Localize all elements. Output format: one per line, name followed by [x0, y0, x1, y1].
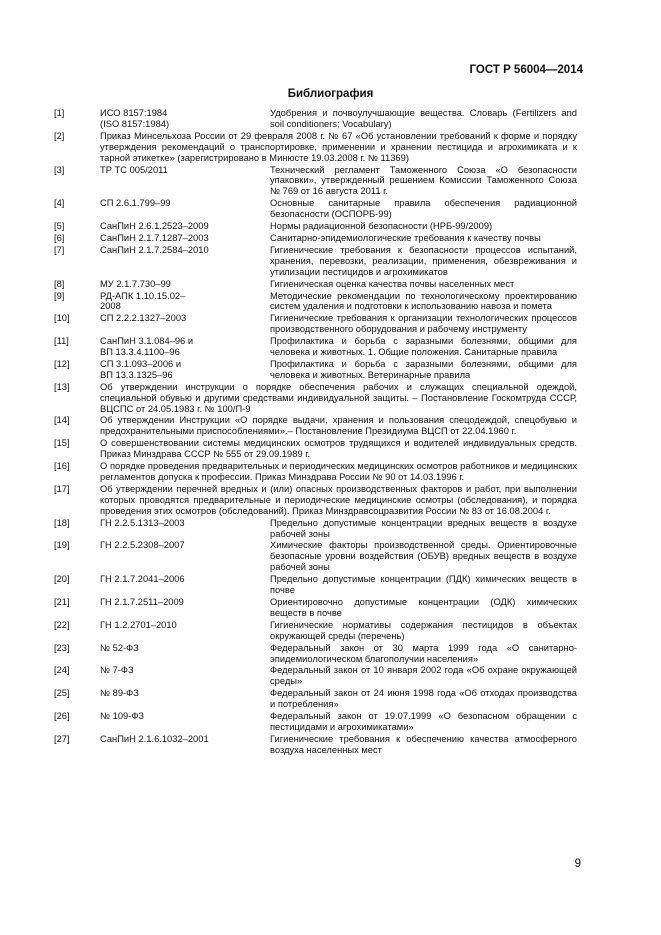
bibliography-title: Библиография — [287, 88, 374, 100]
entry-code-line: СанПиН 2.6.1.2523–2009 — [100, 221, 209, 232]
entry-number: [26] — [54, 711, 70, 722]
bibliography-entry — [54, 711, 577, 733]
entry-code — [100, 233, 270, 244]
entry-code — [100, 279, 270, 290]
bibliography-entry — [54, 518, 577, 540]
entry-code-line: СанПиН 2.1.7.2584–2010 — [100, 244, 209, 255]
entry-code-line: ГН 2.1.7.2511–2009 — [100, 596, 184, 607]
entry-text: Об утверждении инструкции о порядке обеспечения рабочих и служащих специальной одеждой, специальной обувью и другими средствами индивидуальной защиты. – Постановление Госкомтруда СССР, ВЦСПС от 24.05.1983 г. № 100/П-9 — [100, 381, 577, 414]
page-number: 9 — [574, 858, 581, 870]
entry-number: [3] — [54, 164, 65, 175]
bibliography-entry — [54, 688, 577, 710]
bibliography-entry — [54, 245, 577, 278]
entry-code — [100, 245, 270, 278]
entry-code — [100, 108, 270, 130]
entry-code-line: № 109-ФЗ — [100, 711, 145, 722]
entry-description: Основные санитарные правила обеспечения радиационной безопасности (ОСПОРБ-99) — [270, 198, 577, 220]
entry-number: [18] — [54, 517, 70, 528]
entry-number: [9] — [54, 290, 65, 301]
entry-code-line: СП 2.6.1.799–99 — [100, 198, 171, 209]
entry-code — [100, 734, 270, 756]
entry-code — [100, 221, 270, 232]
entry-code-line: № 7-ФЗ — [100, 665, 134, 676]
entry-description: Профилактика и борьба с заразными болезнями, общими для человека и животных. Ветеринарные правила — [270, 358, 577, 380]
entry-description: Федеральный закон от 19.07.1999 «О безопасном обращении с пестицидами и агрохимикатами» — [270, 711, 577, 732]
entry-code-line: ГН 1.2.2701–2010 — [100, 619, 177, 630]
entry-number: [10] — [54, 313, 70, 324]
entry-number: [17] — [54, 483, 70, 494]
entry-code — [100, 198, 270, 220]
entry-description: Федеральный закон от 10 января 2002 года «Об охране окружающей среды» — [270, 665, 577, 687]
entry-number: [21] — [54, 596, 70, 607]
entry-code-line: (ISO 8157:1984) — [100, 118, 170, 129]
entry-number: [11] — [54, 336, 69, 347]
entry-description: Предельно допустимые концентрации вредных веществ в воздухе рабочей зоны — [270, 517, 577, 539]
entry-description: Федеральный закон от 24 июня 1998 года «Об отходах производства и потребления» — [270, 688, 577, 710]
entry-description: Санитарно-эпидемиологические требования к качеству почвы — [270, 232, 541, 243]
entry-code — [100, 540, 270, 573]
entry-code — [100, 518, 270, 540]
entry-number: [22] — [54, 619, 70, 630]
entry-code — [100, 165, 270, 198]
bibliography-entry — [54, 131, 577, 164]
entry-code-line: ГН 2.1.7.2041–2006 — [100, 574, 185, 585]
entry-description: Химические факторы производственной среды. Ориентировочные безопасные уровни воздействия (ОБУВ) вредных веществ в воздухе рабочей зоны — [270, 540, 577, 573]
standard-designation: ГОСТ Р 56004—2014 — [469, 64, 583, 76]
entry-number: [23] — [54, 642, 70, 653]
bibliography-entry — [54, 665, 577, 687]
bibliography-entry — [54, 382, 577, 415]
entry-text: О порядке проведения предварительных и периодических медицинских осмотров работников и медицинских регламентов допуска к профессии. Приказ Минздрава России № 90 от 14.03.1996 г. — [100, 461, 577, 482]
bibliography-entry — [54, 643, 577, 665]
entry-number: [13] — [54, 381, 70, 392]
bibliography-entry — [54, 574, 577, 596]
entry-code — [100, 688, 270, 710]
bibliography-entry — [54, 359, 577, 381]
entry-code — [100, 711, 270, 733]
entry-code — [100, 313, 270, 335]
entry-number: [25] — [54, 688, 70, 699]
entry-text: О совершенствовании системы медицинских осмотров трудящихся и водителей индивидуальных средств. Приказ Минздрава СССР № 555 от 29.09.1989 г. — [100, 438, 577, 460]
bibliography-entry — [54, 291, 577, 313]
entry-description: Гигиенические требования к безопасности процессов испытаний, хранения, перевозки, реализации, применения, обезвреживания и утилизации пестицидов и агрохимикатов — [270, 244, 577, 277]
bibliography-entry — [54, 221, 577, 232]
entry-code-line: РД-АПК 1.10.15.02– — [100, 290, 186, 301]
bibliography-entry — [54, 484, 577, 517]
entry-number: [14] — [54, 415, 70, 426]
bibliography-list — [54, 108, 577, 757]
entry-description: Нормы радиационной безопасности (НРБ-99/2009) — [270, 221, 493, 232]
entry-number: [8] — [54, 278, 65, 289]
entry-number: [1] — [54, 108, 65, 118]
entry-code-line: № 52-ФЗ — [100, 642, 139, 653]
entry-number: [19] — [54, 540, 70, 551]
entry-number: [27] — [54, 733, 70, 744]
entry-number: [24] — [54, 665, 70, 676]
entry-code-line: ТР ТС 005/2011 — [100, 164, 168, 175]
entry-code-line: ВП 13.3.1325–96 — [100, 369, 173, 380]
entry-code-line: СанПиН 3.1.084–96 и — [100, 336, 194, 347]
entry-number: [5] — [54, 221, 65, 232]
bibliography-entry — [54, 233, 577, 244]
bibliography-entry — [54, 313, 577, 335]
entry-description: Ориентировочно допустимые концентрации (ОДК) химических веществ в почве — [270, 596, 577, 618]
entry-code-line: СП 3.1.093–2006 и — [100, 358, 182, 369]
entry-text: Об утверждении Инструкции «О порядке выдачи, хранения и пользования спецодеждой, спецобувью и предохранительными приспособлениями».– Постановление Президиума ВЦСП от 22.04.1960 г. — [100, 415, 577, 437]
entry-code-line: ГН 2.2.5.1313–2003 — [100, 517, 185, 528]
bibliography-entry — [54, 620, 577, 642]
bibliography-entry — [54, 438, 577, 460]
entry-code — [100, 620, 270, 642]
entry-code — [100, 291, 270, 313]
entry-code — [100, 643, 270, 665]
bibliography-entry — [54, 165, 577, 198]
entry-description: Предельно допустимые концентрации (ПДК) химических веществ в почве — [270, 574, 577, 596]
entry-code — [100, 336, 270, 358]
entry-description: Технический регламент Таможенного Союза «О безопасности упаковки», утвержденный решением Комиссии Таможенного Союза № 769 от 16 августа 2011 г. — [270, 164, 577, 197]
entry-description: Федеральный закон от 30 марта 1999 года «О санитарно-эпидемиологическом благополучии населения» — [270, 642, 577, 664]
entry-code-line: МУ 2.1.7.730–99 — [100, 278, 171, 289]
entry-number: [12] — [54, 358, 70, 369]
entry-code — [100, 574, 270, 596]
entry-code-line: 2008 — [100, 301, 121, 312]
bibliography-entry — [54, 415, 577, 437]
entry-description: Гигиенические требования к обеспечению качества атмосферного воздуха населенных мест — [270, 733, 577, 755]
entry-text: Об утверждении перечней вредных и (или) опасных производственных факторов и работ, при выполнении которых проводятся предварительные и периодические медицинские осмотры (обследования), и порядка проведения этих осмотров (обследований). Приказ Минздравсоцразвития России № 83 от 16.08.2004 г. — [100, 483, 577, 516]
entry-code — [100, 359, 270, 381]
bibliography-entry — [54, 540, 577, 573]
entry-description: Гигиенические требования к организации технологических процессов производственного оборудования и рабочему инструменту — [270, 313, 577, 335]
entry-number: [6] — [54, 232, 65, 243]
entry-code-line: ВП 13.3.4.1100–96 — [100, 347, 180, 358]
entry-number: [2] — [54, 130, 65, 141]
entry-code — [100, 597, 270, 619]
entry-description: Методические рекомендации по технологическому проектированию систем удаления и подготовки к использованию навоза и помета — [270, 290, 577, 312]
bibliography-entry — [54, 198, 577, 220]
entry-code-line: СанПиН 2.1.7.1287–2003 — [100, 232, 209, 243]
entry-description: Профилактика и борьба с заразными болезнями, общими для человека и животных. 1. Общие положения. Санитарные правила — [270, 336, 577, 358]
entry-code-line: ГН 2.2.5.2308–2007 — [100, 540, 185, 551]
entry-description: Гигиенические нормативы содержания пестицидов в объектах окружающей среды (перечень) — [270, 619, 577, 641]
entry-number: [4] — [54, 198, 65, 209]
entry-code-line: ИСО 8157:1984 — [100, 108, 168, 118]
entry-number: [7] — [54, 244, 65, 255]
entry-text: Приказ Минсельхоза России от 29 февраля 2008 г. № 67 «Об установлении требований к форме и порядку утверждения рекомендаций о транспортировке, применении и хранении пестицида и агрохимиката и к тарной этикетке» (зарегистрировано в Минюсте 19.03.2008 г. № 11369) — [100, 130, 577, 163]
bibliography-entry — [54, 597, 577, 619]
bibliography-entry — [54, 108, 577, 130]
entry-code-line: СП 2.2.2.1327–2003 — [100, 313, 187, 324]
entry-code — [100, 665, 270, 687]
entry-code-line: СанПиН 2.1.6.1032–2001 — [100, 733, 209, 744]
bibliography-entry — [54, 336, 577, 358]
entry-description: Удобрения и почвоулучшающие вещества. Словарь (Fertilizers and soil conditioners; Vocabulary) — [270, 108, 577, 129]
entry-number: [20] — [54, 574, 70, 585]
entry-code-line: № 89-ФЗ — [100, 688, 139, 699]
entry-number: [16] — [54, 461, 70, 472]
bibliography-entry — [54, 461, 577, 483]
entry-number: [15] — [54, 438, 70, 449]
bibliography-entry — [54, 279, 577, 290]
entry-description: Гигиеническая оценка качества почвы населенных мест — [270, 278, 515, 289]
bibliography-entry — [54, 734, 577, 756]
